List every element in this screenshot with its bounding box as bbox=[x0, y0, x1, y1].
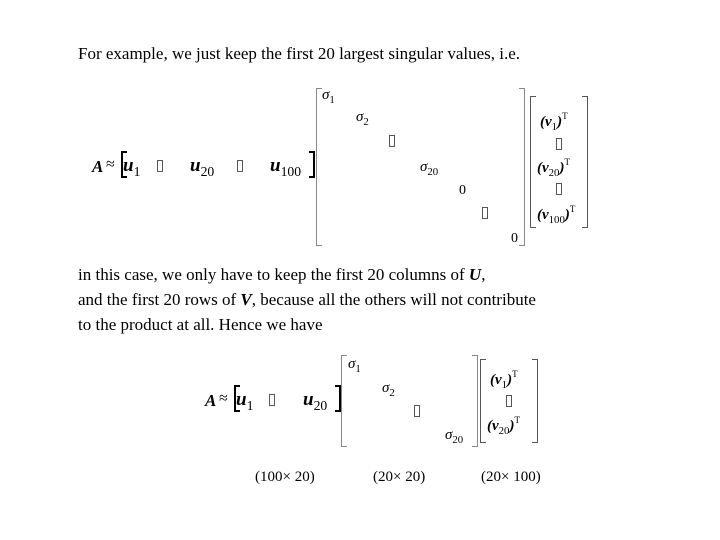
eq2-missing-glyph-3 bbox=[506, 395, 512, 407]
eq2-v20: $(v_{20})^T$ bbox=[487, 415, 520, 437]
eq2-approx: ≈ bbox=[219, 390, 228, 407]
dimension-label-v: (20× 100) bbox=[481, 469, 541, 485]
eq1-sigma-right-bracket bbox=[519, 88, 525, 246]
eq1-approx: ≈ bbox=[106, 156, 115, 173]
eq1-missing-glyph-6 bbox=[556, 183, 562, 195]
eq1-sigma20: $\sigma_{20}$ bbox=[420, 159, 439, 178]
paragraph-line-2: and the first 20 rows of V, because all the others will not contribute bbox=[78, 290, 536, 309]
eq2-u20: $u_{20}$ bbox=[303, 389, 328, 413]
eq2-v-right-bracket bbox=[532, 359, 538, 443]
intro-text: For example, we just keep the first 20 largest singular values, i.e. bbox=[78, 44, 521, 63]
eq1-right-bracket-u bbox=[309, 151, 315, 178]
eq1-missing-glyph-1 bbox=[157, 160, 163, 172]
eq1-sigma-left-bracket bbox=[316, 88, 322, 246]
paragraph-line-1: in this case, we only have to keep the first 20 columns of U, bbox=[78, 265, 486, 284]
eq1-v20: $(v_{20})^T$ bbox=[537, 157, 570, 179]
eq2-u1: $u_1$ bbox=[236, 389, 254, 413]
eq1-lhs: A bbox=[92, 157, 104, 176]
dimension-label-sigma: (20× 20) bbox=[373, 469, 426, 485]
eq2-missing-glyph-1 bbox=[269, 394, 275, 406]
eq1-u100: $u_{100}$ bbox=[270, 155, 302, 179]
eq2-v1: $(v_1)^T$ bbox=[490, 369, 518, 391]
eq1-missing-glyph-2 bbox=[237, 160, 243, 172]
eq2-sigma20: $\sigma_{20}$ bbox=[445, 427, 464, 446]
eq1-zero-b: 0 bbox=[511, 231, 518, 246]
paragraph-line-3: to the product at all. Hence we have bbox=[78, 315, 323, 334]
eq1-missing-glyph-5 bbox=[556, 138, 562, 150]
eq1-v-left-bracket bbox=[530, 96, 536, 228]
eq2-sigma-left-bracket bbox=[341, 355, 347, 447]
eq1-v1: $(v_1)^T$ bbox=[540, 111, 568, 133]
eq1-sigma1: $\sigma_1$ bbox=[322, 87, 335, 106]
dimension-label-u: (100× 20) bbox=[255, 469, 315, 485]
eq1-v100: $(v_{100})^T$ bbox=[537, 204, 576, 226]
eq1-missing-glyph-3 bbox=[389, 135, 395, 147]
eq2-sigma2: $\sigma_2$ bbox=[382, 380, 395, 399]
eq2-v-left-bracket bbox=[480, 359, 486, 443]
eq1-u1: $u_1$ bbox=[123, 155, 141, 179]
eq1-missing-glyph-4 bbox=[482, 207, 488, 219]
eq1-v-right-bracket bbox=[582, 96, 588, 228]
eq2-sigma-right-bracket bbox=[472, 355, 478, 447]
eq2-lhs: A bbox=[205, 391, 217, 410]
eq2-missing-glyph-2 bbox=[414, 405, 420, 417]
eq1-sigma2: $\sigma_2$ bbox=[356, 109, 369, 128]
eq1-zero-a: 0 bbox=[459, 183, 466, 198]
eq1-u20: $u_{20}$ bbox=[190, 155, 215, 179]
eq2-sigma1: $\sigma_1$ bbox=[348, 356, 361, 375]
